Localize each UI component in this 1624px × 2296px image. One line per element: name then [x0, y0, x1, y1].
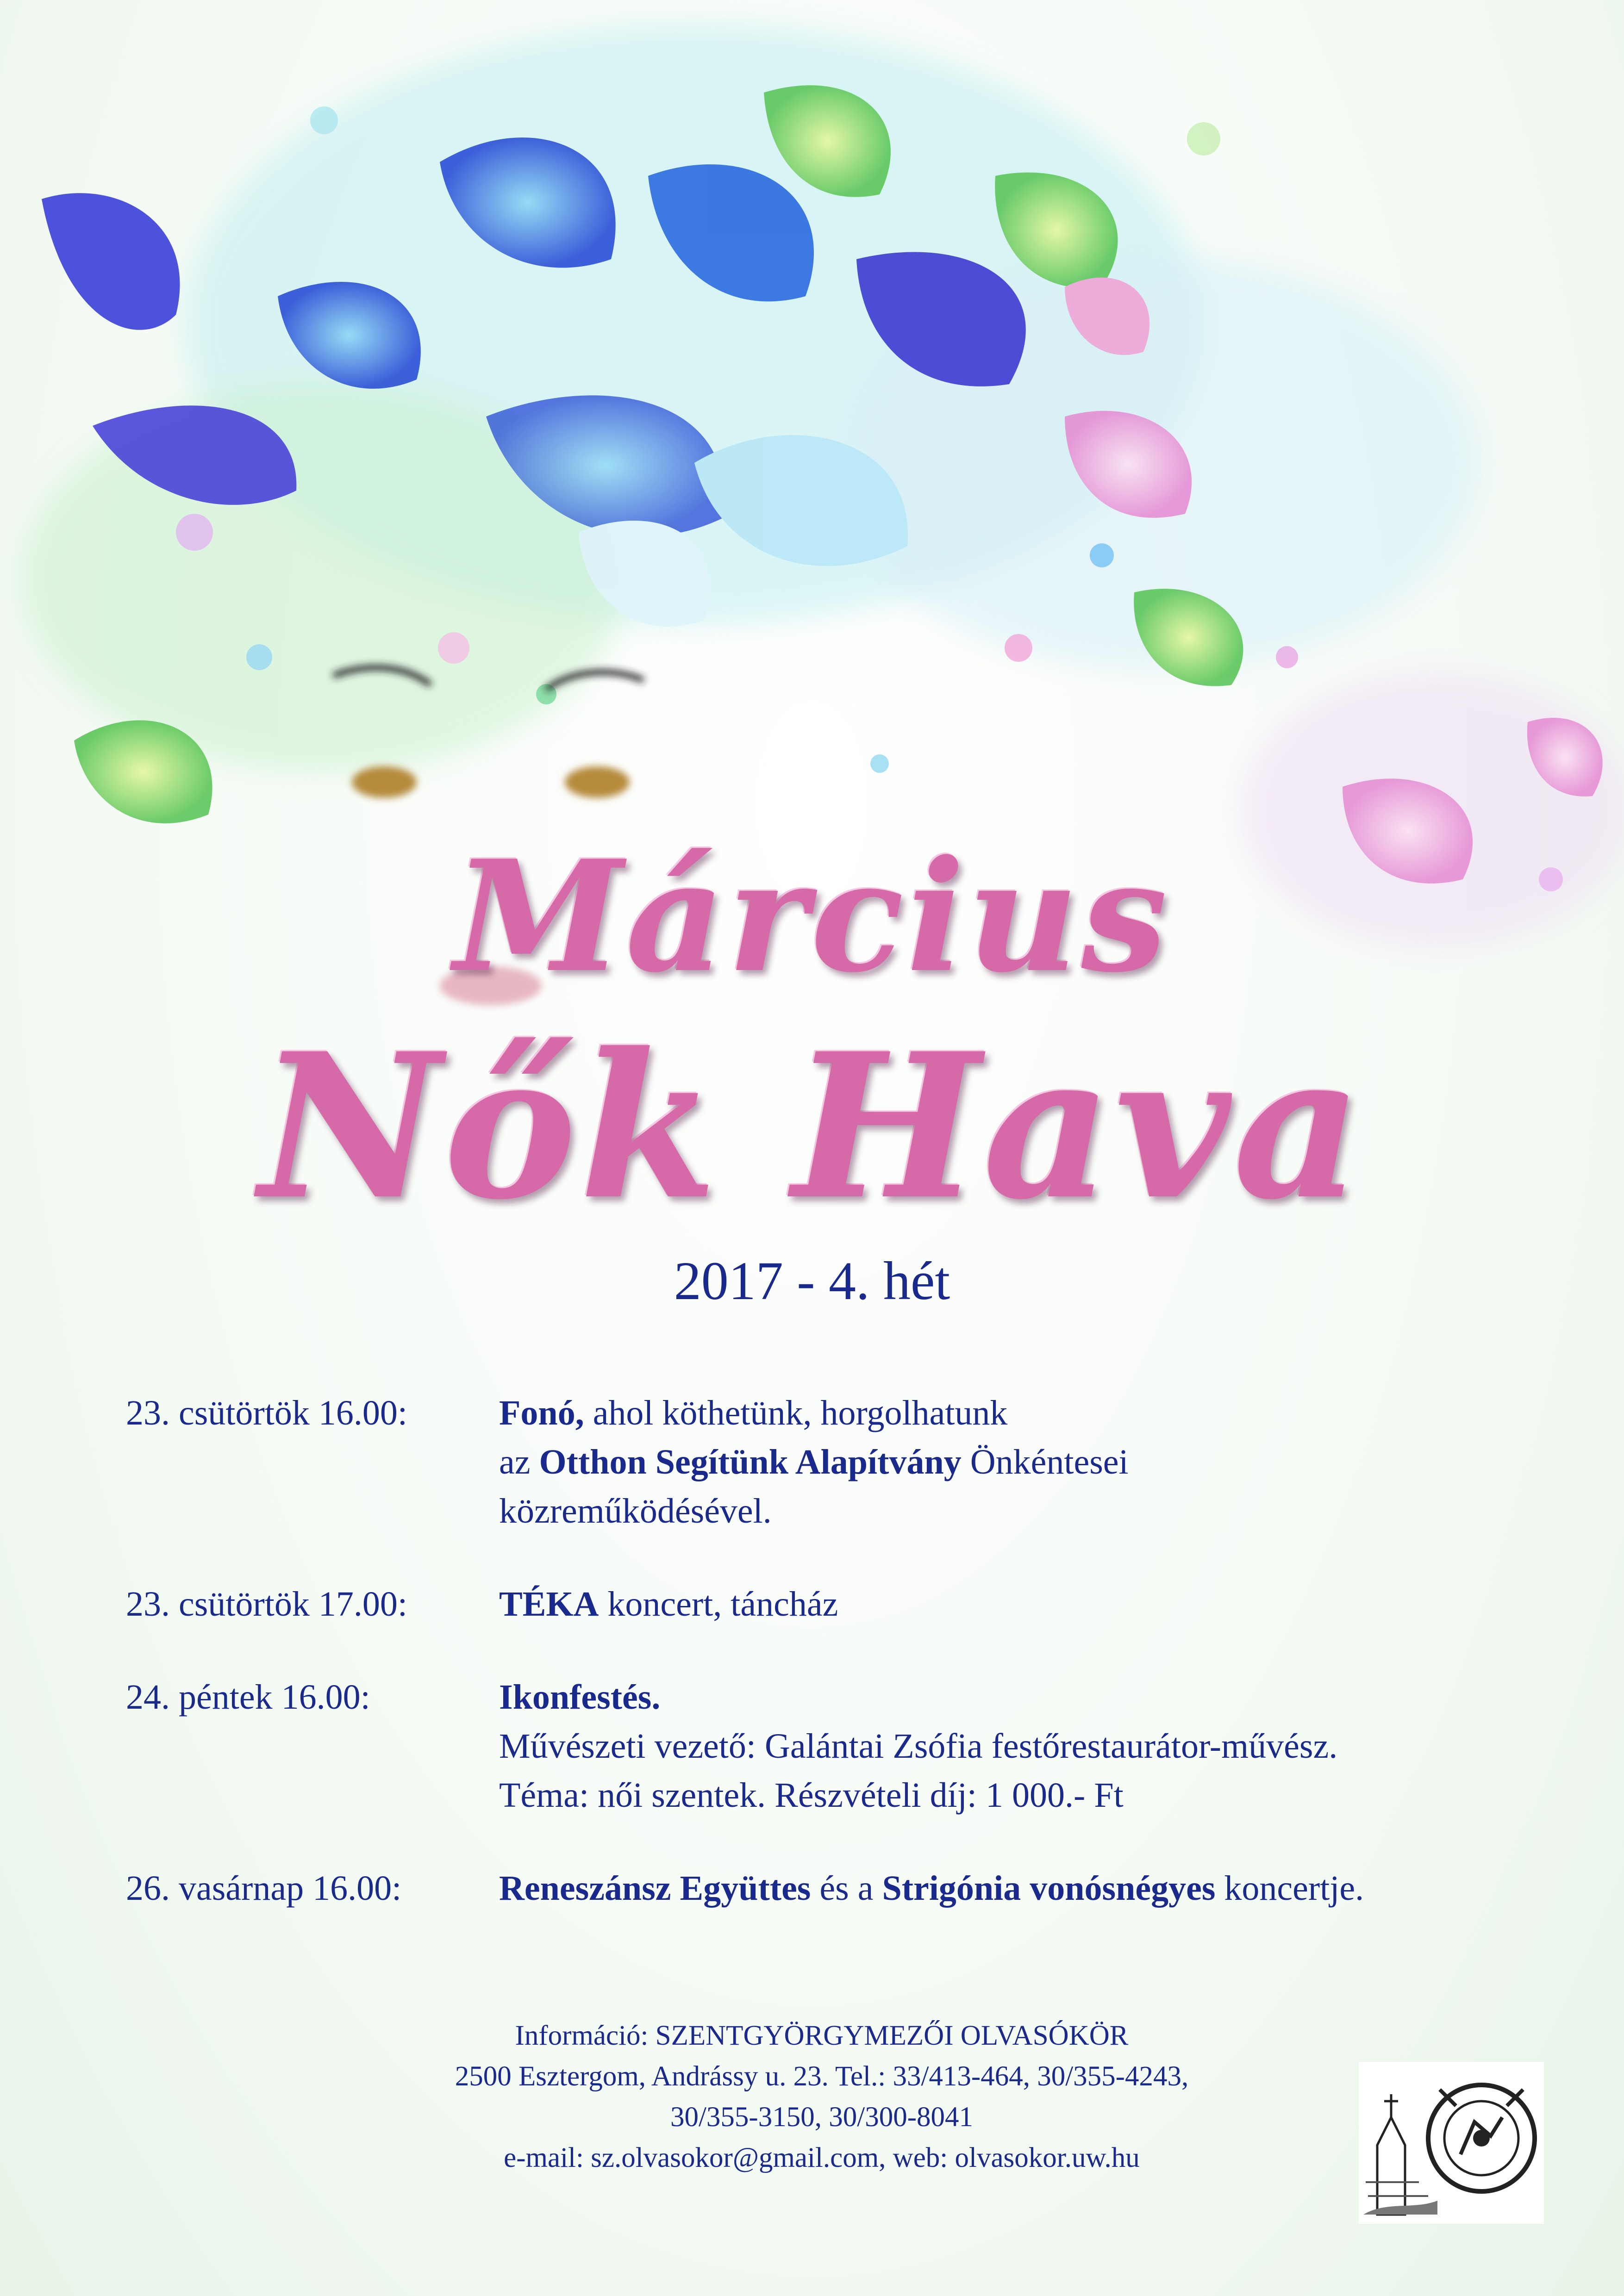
contact-line-address: 2500 Esztergom, Andrássy u. 23. Tel.: 33/413-464, 30/355-4243,: [455, 2061, 1189, 2092]
event-time: 23. csütörtök 17.00:: [126, 1585, 407, 1624]
event-item: [126, 1864, 1584, 1913]
reading-circle-seal-icon: [1359, 2062, 1544, 2224]
event-text: koncertje.: [1215, 1869, 1364, 1908]
event-text: Művészeti vezető: Galántai Zsófia festőrestaurátor-művész.: [499, 1727, 1338, 1766]
event-text: és a: [811, 1869, 882, 1908]
event-description-line: [499, 1673, 1584, 1722]
event-description: [499, 1673, 1584, 1820]
event-description-line: [499, 1864, 1584, 1913]
contact-info: [324, 2016, 1319, 2178]
event-highlight: Ikonfestés.: [499, 1678, 661, 1717]
event-highlight: Fonó,: [499, 1394, 584, 1432]
event-text: Téma: női szentek. Részvételi díj: 1 000.- Ft: [499, 1776, 1124, 1815]
event-text: az: [499, 1443, 539, 1481]
event-description-line: [499, 1771, 1584, 1820]
contact-line-web: e-mail: sz.olvasokor@gmail.com, web: olvasokor.uw.hu: [504, 2142, 1140, 2173]
event-text: koncert, táncház: [599, 1585, 838, 1624]
event-time: 26. vasárnap 16.00:: [126, 1869, 402, 1908]
event-description: [499, 1864, 1584, 1913]
event-highlight: Otthon Segítünk Alapítvány: [539, 1443, 962, 1481]
poster-title-line2: Nők Hava: [259, 1010, 1365, 1244]
event-description-line: [499, 1580, 1584, 1629]
event-highlight: Strigónia vonósnégyes: [882, 1869, 1216, 1908]
event-description: [499, 1388, 1584, 1536]
event-time: 23. csütörtök 16.00:: [126, 1394, 407, 1432]
event-description-line: [499, 1487, 1584, 1536]
event-item: [126, 1580, 1584, 1629]
event-description-line: [499, 1388, 1584, 1437]
event-description-line: [499, 1722, 1584, 1771]
contact-line-phones: 30/355-3150, 30/300-8041: [670, 2102, 974, 2133]
event-text: közreműködésével.: [499, 1492, 772, 1531]
event-time: 24. péntek 16.00:: [126, 1678, 370, 1717]
contact-line-organization: Információ: SZENTGYÖRGYMEZŐI OLVASÓKÖR: [515, 2020, 1129, 2051]
event-highlight: Reneszánsz Együttes: [499, 1869, 811, 1908]
event-schedule: [126, 1388, 1584, 1957]
event-highlight: TÉKA: [499, 1585, 599, 1624]
event-description-line: [499, 1437, 1584, 1487]
poster-title-line1: Március: [454, 827, 1170, 1006]
event-text: ahol köthetünk, horgolhatunk: [584, 1394, 1008, 1432]
event-text: Önkéntesei: [961, 1443, 1129, 1481]
event-description: [499, 1580, 1584, 1629]
poster-subtitle: 2017 - 4. hét: [674, 1251, 950, 1311]
event-item: [126, 1673, 1584, 1820]
event-item: [126, 1388, 1584, 1536]
